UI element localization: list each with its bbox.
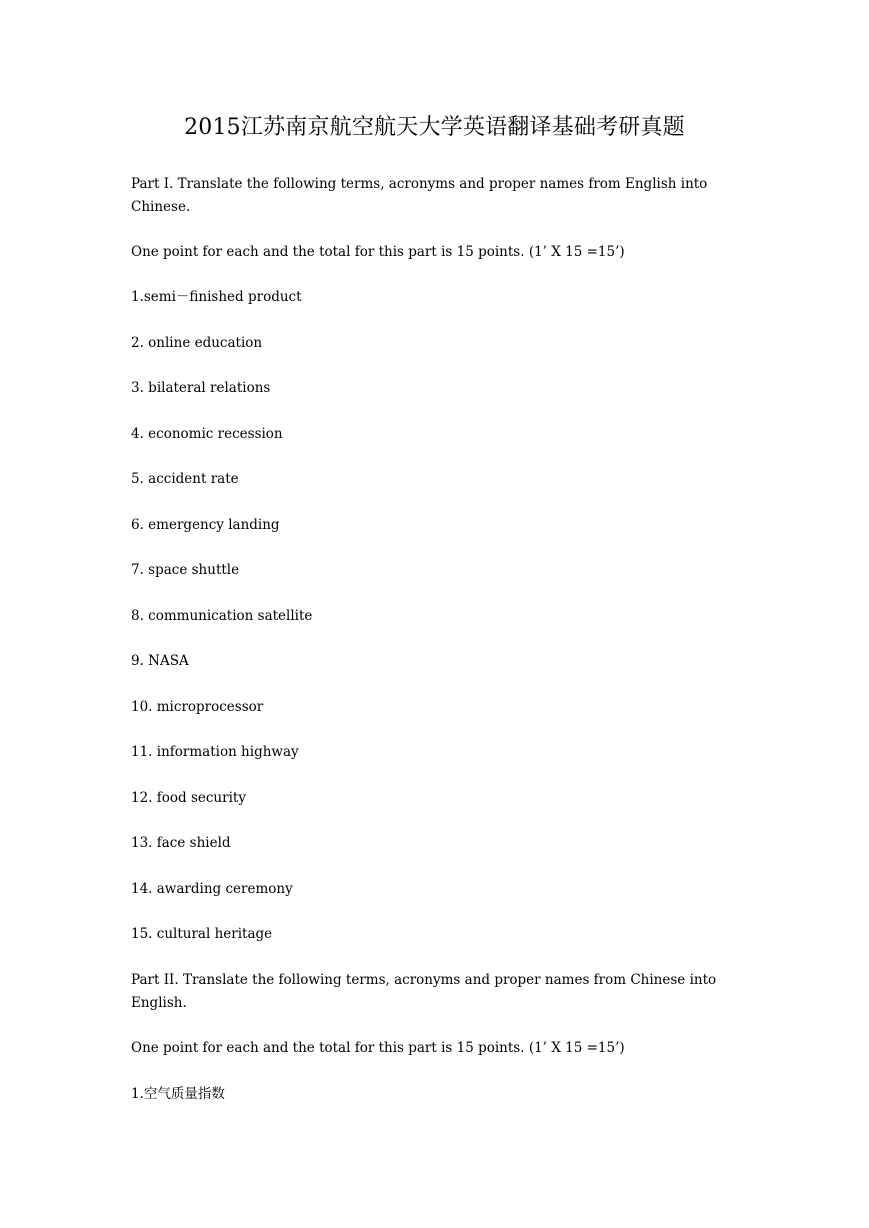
part1-item: 1.semi－finished product xyxy=(131,289,302,305)
part1-item: 9. NASA xyxy=(131,653,189,669)
part2-item: 1.空气质量指数 xyxy=(131,1086,225,1102)
part1-item: 10. microprocessor xyxy=(131,699,264,715)
part2-heading xyxy=(131,969,751,1014)
part1-heading xyxy=(131,173,751,218)
part1-item: 13. face shield xyxy=(131,835,231,851)
part1-item: 11. information highway xyxy=(131,744,299,760)
part1-item: 2. online education xyxy=(131,335,263,351)
part1-item: 5. accident rate xyxy=(131,471,239,487)
part2-heading-line1: Part II. Translate the following terms, acronyms and proper names from Chinese into xyxy=(131,972,717,988)
part1-item: 14. awarding ceremony xyxy=(131,881,293,897)
part1-item: 4. economic recession xyxy=(131,426,283,442)
part1-item: 7. space shuttle xyxy=(131,562,240,578)
part1-heading-line1: Part I. Translate the following terms, acronyms and proper names from English into xyxy=(131,176,708,192)
part2-heading-line2: English. xyxy=(131,994,187,1011)
part1-item: 8. communication satellite xyxy=(131,608,313,624)
part2-points-note: One point for each and the total for this part is 15 points. (1’ X 15 =15’) xyxy=(131,1040,625,1056)
part1-heading-line2: Chinese. xyxy=(131,198,191,215)
part1-item: 6. emergency landing xyxy=(131,517,280,533)
part1-item: 3. bilateral relations xyxy=(131,380,271,396)
document-title: 2015江苏南京航空航天大学英语翻译基础考研真题 xyxy=(184,115,685,140)
part1-item: 12. food security xyxy=(131,790,246,806)
part1-points-note: One point for each and the total for this part is 15 points. (1’ X 15 =15’) xyxy=(131,244,625,260)
part1-item: 15. cultural heritage xyxy=(131,926,273,942)
